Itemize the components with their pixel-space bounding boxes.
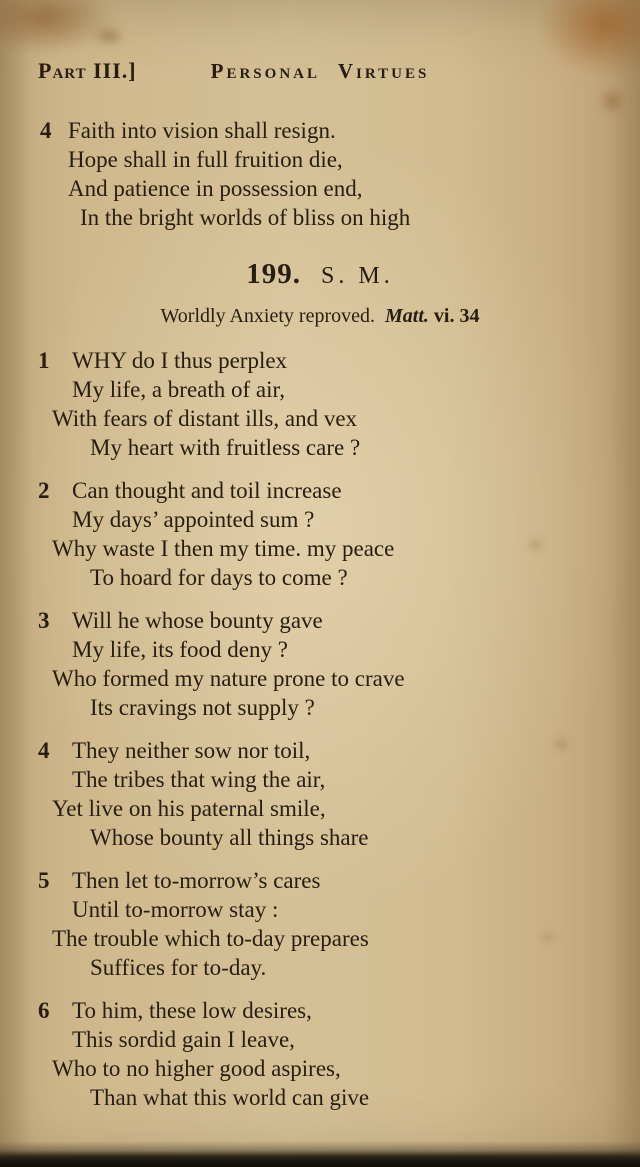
stanza-line (0, 996, 640, 1025)
stanza-line: And patience in possession end, (68, 176, 363, 201)
stanza (0, 866, 640, 982)
stanza-line: My life, a breath of air, (72, 377, 286, 402)
stanza-line: Until to-morrow stay : (72, 897, 279, 922)
stanza-line (0, 476, 640, 505)
stanza (0, 736, 640, 852)
hymn-stanzas (0, 346, 640, 1112)
hymn-meter: S. M. (321, 263, 394, 289)
stanza-number: 6 (38, 998, 50, 1023)
stanza-line: My life, its food deny ? (72, 637, 288, 662)
stanza (0, 606, 640, 722)
stanza-line-text: Then let to-morrow’s cares (72, 868, 321, 893)
stanza-line: The tribes that wing the air, (72, 767, 326, 792)
hymn-heading (0, 258, 640, 291)
stanza-line: To hoard for days to come ? (90, 565, 348, 590)
stanza-line: Suffices for to-day. (90, 955, 267, 980)
scripture-reference-book: Matt. (384, 305, 429, 327)
page-bottom-edge (0, 1141, 640, 1167)
paper-stain (92, 26, 126, 46)
stanza-line-text: WHY do I thus perplex (72, 348, 288, 373)
stanza-line-text: Will he whose bounty gave (72, 608, 323, 633)
stanza-line: Whose bounty all things share (90, 825, 369, 850)
stanza-line: With fears of distant ills, and vex (52, 406, 358, 431)
stanza-line (0, 866, 640, 895)
stanza-line: The trouble which to-day prepares (52, 926, 369, 951)
stanza-line: My days’ appointed sum ? (72, 507, 315, 532)
stanza-line: Than what this world can give (90, 1085, 370, 1110)
stanza-number: 5 (38, 868, 50, 893)
hymn-subtitle (0, 305, 640, 328)
stanza-line (0, 346, 640, 375)
stanza-line: My heart with fruitless care ? (90, 435, 361, 460)
part-label: Part III.] (38, 58, 137, 83)
stanza-line: Why waste I then my time. my peace (52, 536, 395, 561)
stanza-number: 4 (40, 118, 52, 143)
stanza-line-text: They neither sow nor toil, (72, 738, 311, 763)
hymn-subtitle-text: Worldly Anxiety reproved. (160, 305, 375, 327)
paper-stain (598, 88, 626, 114)
stanza-line (0, 116, 640, 145)
stanza-line: This sordid gain I leave, (72, 1027, 295, 1052)
stanza-number: 3 (38, 608, 50, 633)
scripture-reference-verse: vi. 34 (433, 305, 480, 327)
stanza-line-text: To him, these low desires, (72, 998, 312, 1023)
stanza (0, 346, 640, 462)
stanza-line-text: Can thought and toil increase (72, 478, 342, 503)
stanza-number: 1 (38, 348, 50, 373)
page-title: Personal Virtues (210, 59, 430, 83)
stanza-line: Who to no higher good aspires, (52, 1056, 341, 1081)
stanza (0, 996, 640, 1112)
stanza-line: Its cravings not supply ? (90, 695, 315, 720)
hymn-number: 199. (246, 258, 302, 290)
stanza (0, 476, 640, 592)
stanza-number: 2 (38, 478, 50, 503)
stanza-line: In the bright worlds of bliss on high (80, 205, 411, 230)
paper-stain (0, 0, 115, 54)
stanza-line: Yet live on his paternal smile, (52, 796, 326, 821)
running-header (0, 58, 640, 88)
previous-hymn-stanza (0, 116, 640, 232)
stanza-number: 4 (38, 738, 50, 763)
stanza-line (0, 606, 640, 635)
stanza-line-text: Faith into vision shall resign. (68, 118, 336, 143)
stanza-line: Who formed my nature prone to crave (52, 666, 405, 691)
stanza-line: Hope shall in full fruition die, (68, 147, 343, 172)
stanza-line (0, 736, 640, 765)
